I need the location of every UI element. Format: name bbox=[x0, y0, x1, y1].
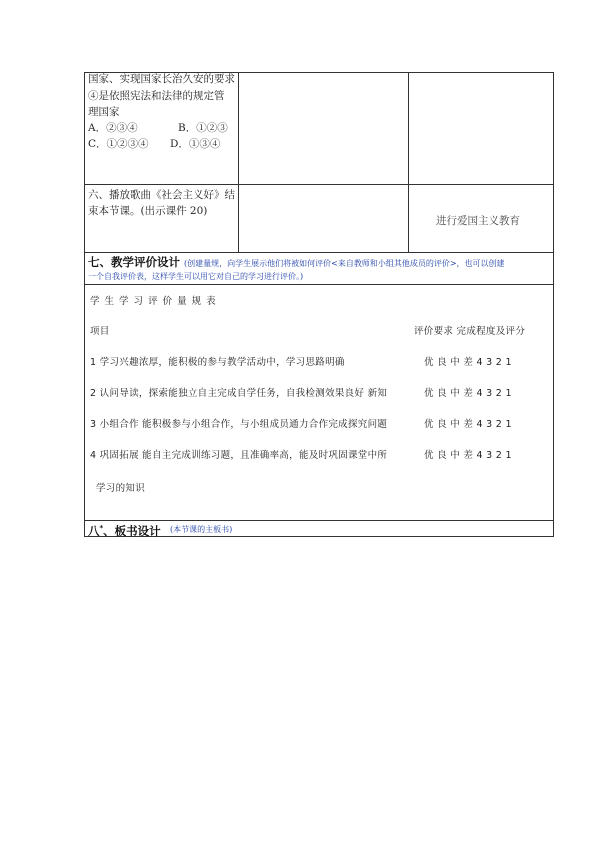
section-eight-number: 八 bbox=[88, 523, 100, 538]
row-divider bbox=[84, 284, 554, 285]
rubric-title: 学 生 学 习 评 价 量 规 表 bbox=[90, 296, 217, 307]
rubric-row-continuation: 学习的知识 bbox=[96, 483, 146, 494]
section-seven-note: (创建量规，向学生展示他们将被如何评价<来自教师和小组其他成员的评价>，也可以创建 bbox=[184, 259, 505, 268]
row-divider bbox=[84, 252, 554, 253]
option-b: B．①②③ bbox=[178, 122, 228, 134]
row-divider bbox=[84, 184, 554, 185]
rubric-row-grade: 优 良 中 差 4 3 2 1 bbox=[424, 419, 512, 430]
option-a: A．②③④ bbox=[88, 122, 138, 134]
table-border-right bbox=[553, 72, 554, 537]
rubric-row-text: 4 巩固拓展 能自主完成训练习题，且准确率高，能及时巩固课堂中所 bbox=[90, 450, 388, 461]
rubric-row-grade: 优 良 中 差 4 3 2 1 bbox=[424, 388, 512, 399]
option-c: C．①②③④ bbox=[88, 138, 149, 150]
section-eight-title bbox=[88, 521, 161, 539]
column-divider bbox=[408, 72, 409, 252]
section-eight-label: 、板书设计 bbox=[103, 523, 161, 538]
rubric-row-text: 2 认问导读，探索能独立自主完成自学任务，自我检测效果良好 新知 bbox=[90, 388, 388, 399]
question-line: 理国家 bbox=[88, 106, 120, 118]
rubric-header-requirements: 评价要求 完成程度及评分 bbox=[414, 326, 526, 337]
section-eight-mark: * bbox=[99, 524, 104, 532]
column-divider bbox=[238, 72, 239, 252]
section-seven-title: 七、教学评价设计 bbox=[88, 255, 180, 269]
option-d: D．①③④ bbox=[170, 138, 221, 150]
question-line: ④是依照宪法和法律的规定管 bbox=[88, 90, 225, 102]
table-border-left bbox=[84, 72, 85, 537]
rubric-row-text: 1 学习兴趣浓厚，能积极的参与教学活动中，学习思路明确 bbox=[90, 357, 345, 368]
step-six-line: 六、播放歌曲《社会主义好》结 bbox=[88, 189, 235, 201]
lesson-plan-table bbox=[84, 72, 554, 537]
section-eight-note: (本节课的主板书) bbox=[170, 525, 233, 534]
section-seven-note: 一个自我评价表，这样学生可以用它对自己的学习进行评价。) bbox=[88, 272, 304, 281]
rubric-row-grade: 优 良 中 差 4 3 2 1 bbox=[424, 357, 512, 368]
rubric-header-item: 项目 bbox=[90, 326, 110, 337]
step-six-line: 束本节课。(出示课件 20) bbox=[88, 205, 208, 217]
step-six-purpose: 进行爱国主义教育 bbox=[436, 215, 520, 227]
rubric-row-text: 3 小组合作 能积极参与小组合作，与小组成员通力合作完成探究问题 bbox=[90, 419, 388, 430]
question-line: 国家、实现国家长治久安的要求 bbox=[88, 73, 235, 85]
rubric-row-grade: 优 良 中 差 4 3 2 1 bbox=[424, 450, 512, 461]
